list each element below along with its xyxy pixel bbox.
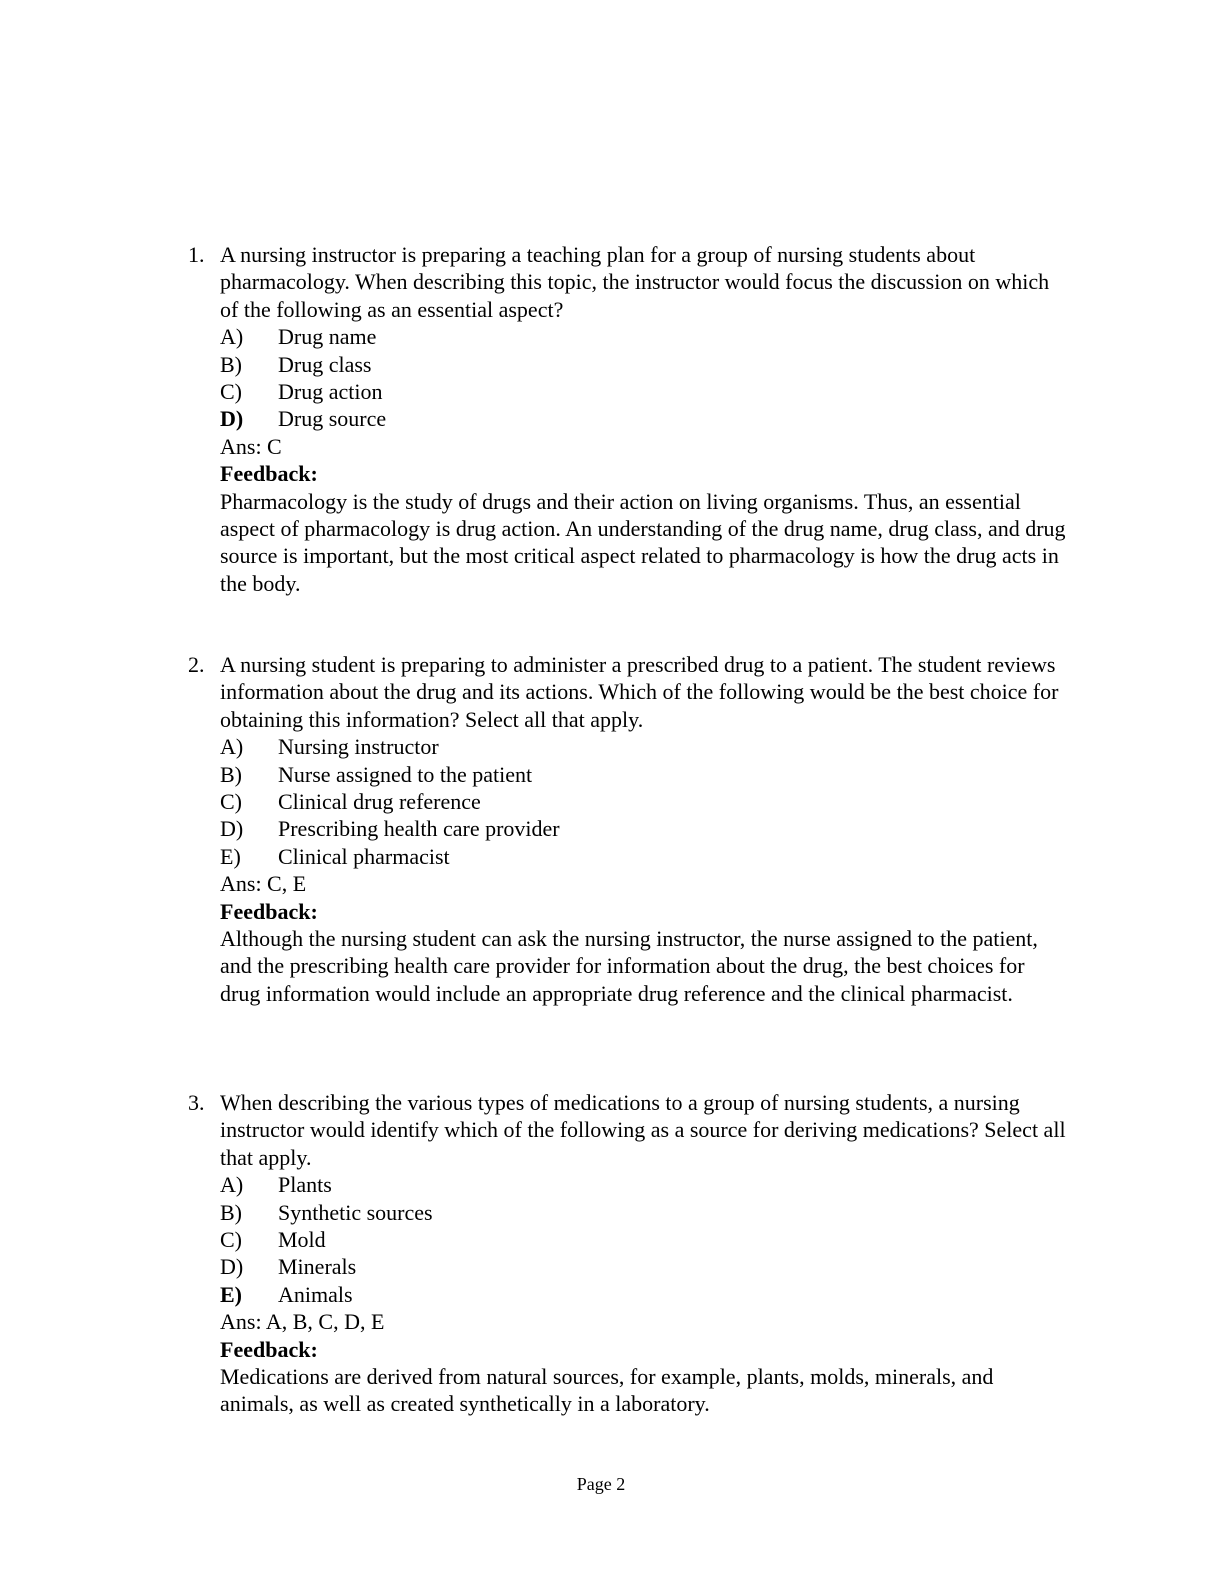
option-text: Clinical pharmacist	[278, 843, 450, 869]
option-text: Mold	[278, 1227, 326, 1253]
answer-line: Ans: C, E	[220, 871, 307, 897]
option-text: Drug class	[278, 351, 372, 377]
option-c	[220, 378, 1068, 405]
option-b	[220, 761, 1068, 788]
option-letter: D)	[220, 406, 244, 432]
option-text: Minerals	[278, 1254, 357, 1280]
feedback-text: Medications are derived from natural sources, for example, plants, molds, minerals, and animals, as well as created synthetically in a laboratory.	[220, 1364, 994, 1417]
option-letter: B)	[220, 351, 242, 377]
option-letter: A)	[220, 734, 244, 760]
question-number: 1.	[188, 242, 205, 267]
option-text: Drug action	[278, 379, 383, 405]
question-stem	[188, 241, 1068, 323]
page-number: Page 2	[576, 1474, 626, 1494]
options-list	[220, 323, 1068, 597]
option-letter: C)	[220, 379, 242, 405]
option-b	[220, 351, 1068, 378]
question-text: A nursing instructor is preparing a teaching plan for a group of nursing students about pharmacology. When describing this topic, the instructor would focus the discussion on which of the following as an essential aspect?	[220, 242, 1050, 322]
option-e	[220, 843, 1068, 870]
option-letter: A)	[220, 324, 244, 350]
option-letter: A)	[220, 1172, 244, 1198]
feedback-text: Pharmacology is the study of drugs and their action on living organisms. Thus, an essential aspect of pharmacology is drug action. An understanding of the drug name, drug class, and drug source is important, but the most critical aspect related to pharmacology is how the drug acts in the body.	[220, 488, 1066, 596]
feedback-text: Although the nursing student can ask the nursing instructor, the nurse assigned to the patient, and the prescribing health care provider for information about the drug, the best choices for drug information would include an appropriate drug reference and the clinical pharmacist.	[220, 926, 1038, 1006]
options-list	[220, 733, 1068, 1007]
answer-line: Ans: C	[220, 433, 282, 459]
option-c	[220, 788, 1068, 815]
option-a	[220, 1171, 1068, 1198]
option-text: Plants	[278, 1172, 332, 1198]
option-d	[220, 1253, 1068, 1280]
option-letter: B)	[220, 1199, 242, 1225]
option-a	[220, 323, 1068, 350]
option-letter: D)	[220, 816, 244, 842]
option-letter: E)	[220, 1281, 242, 1307]
option-letter: D)	[220, 1254, 244, 1280]
option-text: Drug name	[278, 324, 377, 350]
option-b	[220, 1199, 1068, 1226]
option-text: Synthetic sources	[278, 1199, 433, 1225]
option-text: Nurse assigned to the patient	[278, 761, 533, 787]
question-number: 3.	[188, 1090, 205, 1115]
question-text: When describing the various types of medications to a group of nursing students, a nursing instructor would identify which of the following as a source for deriving medications? Select all that apply.	[220, 1090, 1066, 1170]
option-text: Drug source	[278, 406, 387, 432]
question-2	[188, 651, 1068, 1007]
option-letter: E)	[220, 843, 241, 869]
feedback-label: Feedback:	[220, 898, 318, 924]
question-1	[188, 241, 1068, 597]
question-stem	[188, 1089, 1068, 1171]
option-d	[220, 405, 1068, 432]
option-e	[220, 1281, 1068, 1308]
question-number: 2.	[188, 652, 205, 677]
feedback-label: Feedback:	[220, 1336, 318, 1362]
option-text: Nursing instructor	[278, 734, 439, 760]
option-d	[220, 815, 1068, 842]
feedback-label: Feedback:	[220, 461, 318, 487]
question-3	[188, 1089, 1068, 1418]
answer-line: Ans: A, B, C, D, E	[220, 1309, 385, 1335]
option-text: Prescribing health care provider	[278, 816, 560, 842]
option-text: Animals	[278, 1281, 353, 1307]
question-text: A nursing student is preparing to administer a prescribed drug to a patient. The student reviews information about the drug and its actions. Which of the following would be the best choice for obtaining this information? Select all that apply.	[220, 652, 1059, 732]
options-list	[220, 1171, 1068, 1418]
question-stem	[188, 651, 1068, 733]
option-letter: C)	[220, 1227, 242, 1253]
option-a	[220, 733, 1068, 760]
option-c	[220, 1226, 1068, 1253]
option-letter: B)	[220, 761, 242, 787]
option-text: Clinical drug reference	[278, 789, 481, 815]
option-letter: C)	[220, 789, 242, 815]
